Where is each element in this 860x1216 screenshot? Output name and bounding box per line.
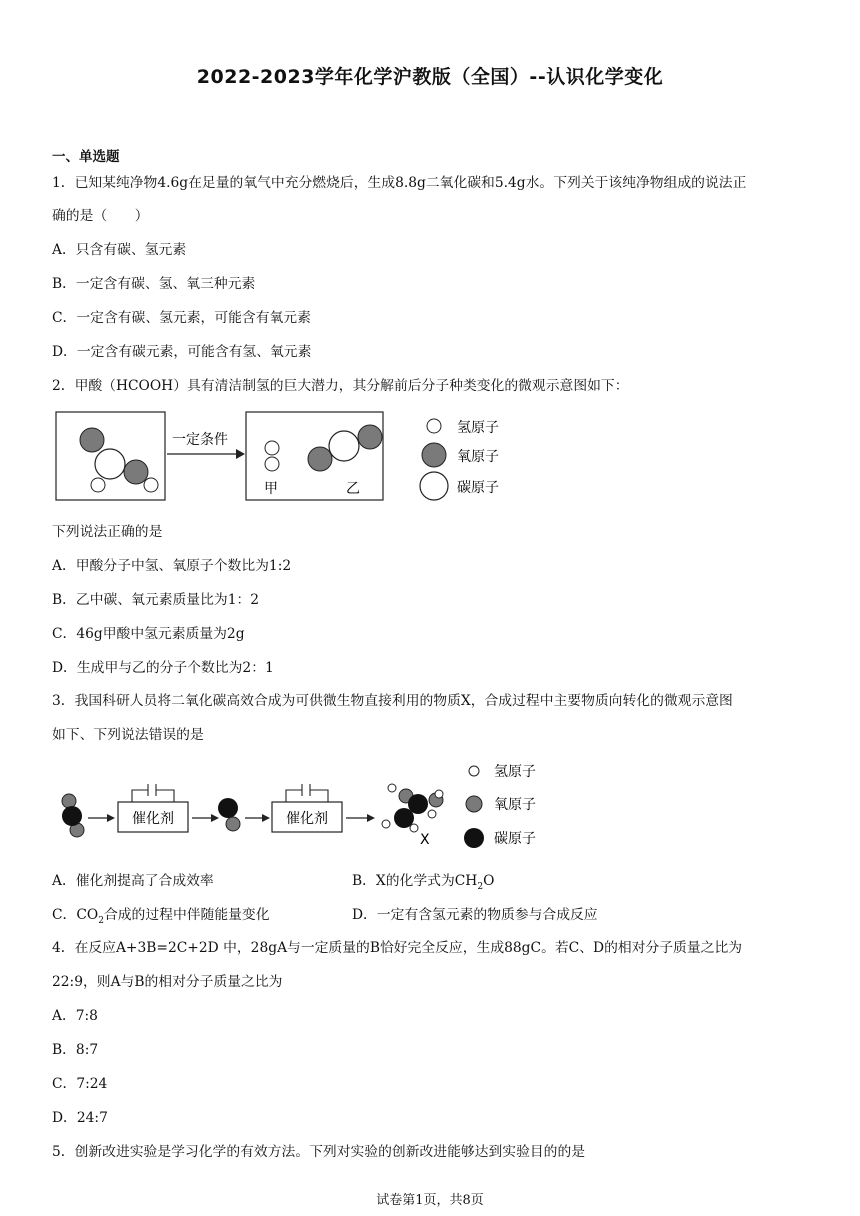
page-title: 2022-2023学年化学沪教版（全国）--认识化学变化 [196,66,664,88]
q5-stem: 5．创新改进实验是学习化学的有效方法。下列对实验的创新改进能够达到实验目的的是 [52,1144,586,1160]
q3-synthesis-diagram [52,758,552,853]
hydrogen-atom [144,478,158,492]
legend-hydrogen: 氢原子 [457,420,499,436]
q1-stem-line2: 确的是（ ） [52,208,149,224]
q3-option-c: C．$CO_2$合成的过程中伴随能量变化 [52,907,270,926]
label-x: X [420,832,430,848]
q1-option-a: A．只含有碳、氢元素 [52,242,187,258]
q4-option-a: A．7:8 [52,1008,98,1024]
legend-hydrogen-icon [427,419,441,433]
legend-hydrogen-icon [469,766,479,776]
label-jia: 甲 [264,481,278,497]
q2-stem: 2．甲酸（HCOOH）具有清洁制氢的巨大潜力，其分解前后分子种类变化的微观示意图如下： [52,378,629,394]
hydrogen-atom [428,810,436,818]
hydrogen-atom [382,820,390,828]
oxygen-atom [80,428,104,452]
legend-carbon-icon [420,472,448,500]
q1-option-d: D．一定含有碳元素，可能含有氢、氧元素 [52,344,312,360]
legend-carbon-icon [464,828,484,848]
catalyst-label-1: 催化剂 [132,811,174,827]
legend-oxygen-icon [422,443,446,467]
q4-stem-line1: 4．在反应A+3B=2C+2D 中，28gA与一定质量的B恰好完全反应，生成88gC。若C、D的相对分子质量之比为 [52,940,743,956]
q4-option-d: D．24:7 [52,1110,108,1126]
condition-label: 一定条件 [172,432,228,448]
carbon-atom [329,431,359,461]
carbon-atom [95,449,125,479]
legend-carbon: 碳原子 [457,480,499,496]
legend-hydrogen: 氢原子 [494,764,536,780]
hydrogen-atom [265,457,279,471]
hydrogen-atom [388,784,396,792]
legend-oxygen: 氧原子 [494,797,536,813]
q3-option-b: B．X的化学式为$CH_2O$ [352,873,495,892]
label-yi: 乙 [346,481,360,497]
legend-oxygen: 氧原子 [457,449,499,465]
q1-stem-line1: 1．已知某纯净物4.6g在足量的氧气中充分燃烧后，生成8.8g二氧化碳和5.4g水。下列关于该纯净物组成的说法正 [52,175,747,191]
hydrogen-atom [435,790,443,798]
oxygen-atom [226,817,240,831]
q3-option-a: A．催化剂提高了合成效率 [52,873,214,889]
page-footer: 试卷第1页，共8页 [376,1193,484,1208]
q2-option-d: D．生成甲与乙的分子个数比为2：1 [52,660,274,676]
arrowhead [236,449,245,459]
section-heading: 一、单选题 [52,149,120,165]
q2-prompt: 下列说法正确的是 [52,524,163,540]
hydrogen-atom [410,824,418,832]
hydrogen-atom [265,441,279,455]
q3-stem-line1: 3．我国科研人员将二氧化碳高效合成为可供微生物直接利用的物质X，合成过程中主要物质向转化的微观示意图 [52,693,733,709]
oxygen-atom [358,425,382,449]
hydrogen-atom [91,478,105,492]
oxygen-atom [62,794,76,808]
q4-option-b: B．8:7 [52,1042,99,1058]
q3-stem-line2: 如下、下列说法错误的是 [52,727,204,743]
q1-option-c: C．一定含有碳、氢元素，可能含有氧元素 [52,310,311,326]
q2-reaction-diagram [52,408,522,506]
q4-stem-line2: 22:9，则A与B的相对分子质量之比为 [52,974,283,990]
catalyst-label-2: 催化剂 [286,811,328,827]
oxygen-atom [308,447,332,471]
legend-carbon: 碳原子 [494,831,536,847]
q3-option-d: D．一定有含氢元素的物质参与合成反应 [352,907,598,923]
oxygen-atom [124,460,148,484]
q1-option-b: B．一定含有碳、氢、氧三种元素 [52,276,256,292]
legend-oxygen-icon [466,796,482,812]
q2-option-b: B．乙中碳、氧元素质量比为1：2 [52,592,260,608]
q2-option-a: A．甲酸分子中氢、氧原子个数比为1:2 [52,558,292,574]
carbon-atom [62,806,82,826]
carbon-atom [218,798,238,818]
q4-option-c: C．7:24 [52,1076,108,1092]
q2-option-c: C．46g甲酸中氢元素质量为2g [52,626,245,642]
